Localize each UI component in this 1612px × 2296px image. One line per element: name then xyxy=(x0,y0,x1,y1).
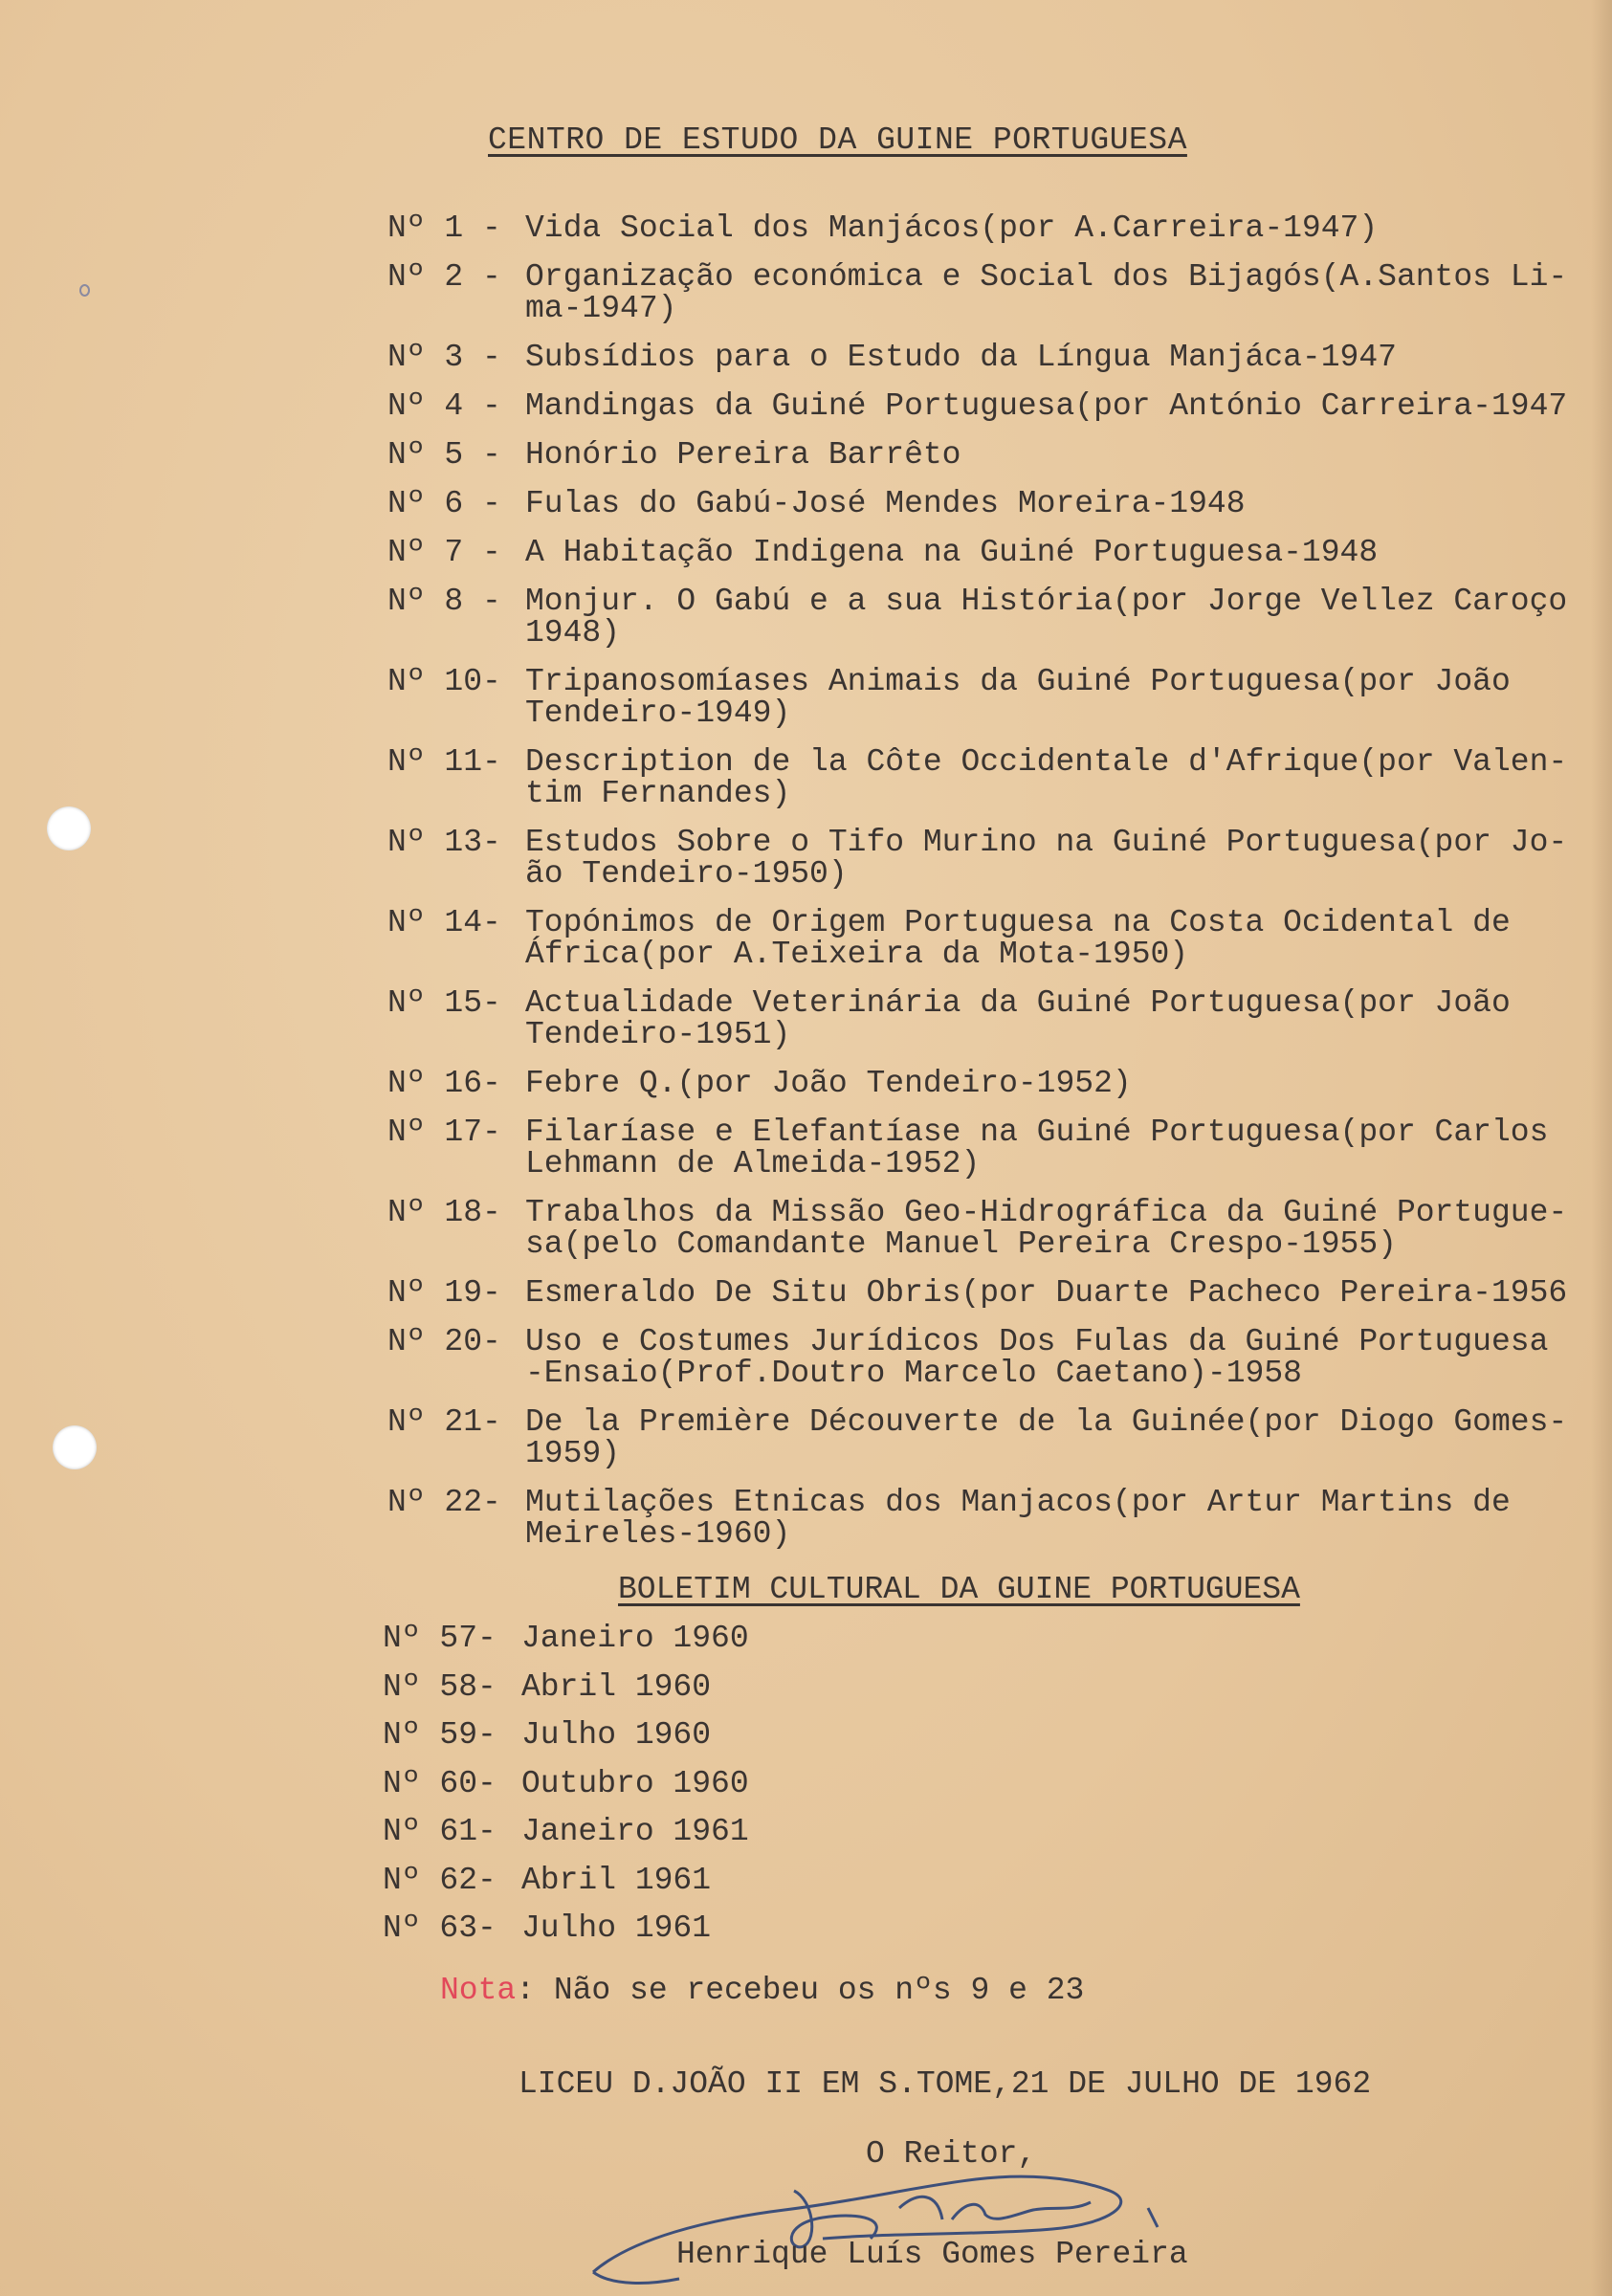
bulletin-issue xyxy=(383,1669,749,1718)
entry-title: Esmeraldo De Situ Obris(por Duarte Pacheco Pereira-1956 xyxy=(525,1275,1568,1311)
entry-title: Honório Pereira Barrêto xyxy=(525,437,961,473)
bulletin-issue xyxy=(383,1814,749,1863)
bulletin-issue-list xyxy=(383,1621,749,1959)
issue-number: Nº 60- xyxy=(383,1765,497,1801)
publication-entry xyxy=(387,1406,1602,1469)
document-title: CENTRO DE ESTUDO DA GUINE PORTUGUESA xyxy=(488,122,1187,158)
publication-entry xyxy=(387,261,1602,324)
entry-title: Subsídios para o Estudo da Língua Manjáca-1947 xyxy=(525,340,1397,375)
signer-name: Henrique Luís Gomes Pereira xyxy=(676,2237,1188,2272)
issue-date: Julho 1961 xyxy=(521,1910,712,1946)
entry-title: Febre Q.(por João Tendeiro-1952) xyxy=(525,1066,1132,1101)
entry-number: Nº 2 - xyxy=(387,259,501,295)
issue-date: Outubro 1960 xyxy=(521,1765,749,1801)
entry-number: Nº 11- xyxy=(387,744,501,780)
entry-number: Nº 1 - xyxy=(387,210,501,246)
issue-date: Janeiro 1960 xyxy=(521,1621,749,1656)
bulletin-issue xyxy=(383,1910,749,1959)
publication-entry xyxy=(387,537,1602,568)
publication-entry xyxy=(387,1487,1602,1550)
issue-number: Nº 58- xyxy=(383,1668,497,1705)
entry-number: Nº 19- xyxy=(387,1275,501,1311)
entry-number: Nº 14- xyxy=(387,905,501,940)
entry-number: Nº 13- xyxy=(387,825,501,860)
issue-date: Julho 1960 xyxy=(521,1717,712,1753)
publication-entry xyxy=(387,488,1602,519)
issue-number: Nº 63- xyxy=(383,1910,497,1946)
publication-entry xyxy=(387,746,1602,809)
place-and-date: LICEU D.JOÃO II EM S.TOME,21 DE JULHO DE 1962 xyxy=(519,2066,1372,2102)
bulletin-title: BOLETIM CULTURAL DA GUINE PORTUGUESA xyxy=(618,1572,1300,1607)
entry-title: Filaríase e Elefantíase na Guiné Portuguesa(por Carlos Lehmann de Almeida-1952) xyxy=(525,1115,1549,1181)
issue-number: Nº 62- xyxy=(383,1862,497,1898)
entry-number: Nº 8 - xyxy=(387,584,501,619)
entry-number: Nº 3 - xyxy=(387,340,501,375)
publication-list xyxy=(387,212,1602,1567)
entry-title: Tripanosomíases Animais da Guiné Portuguesa(por João Tendeiro-1949) xyxy=(525,664,1511,731)
publication-entry xyxy=(387,1197,1602,1260)
publication-entry xyxy=(387,827,1602,890)
entry-title: Estudos Sobre o Tifo Murino na Guiné Portuguesa(por Jo- ão Tendeiro-1950) xyxy=(525,825,1568,892)
entry-title: Mutilações Etnicas dos Manjacos(por Artur Martins de Meireles-1960) xyxy=(525,1485,1511,1552)
bulletin-issue xyxy=(383,1621,749,1669)
publication-entry xyxy=(387,585,1602,649)
entry-title: De la Première Découverte de la Guinée(por Diogo Gomes- 1959) xyxy=(525,1404,1568,1471)
publication-entry xyxy=(387,390,1602,422)
publication-entry xyxy=(387,212,1602,244)
entry-number: Nº 5 - xyxy=(387,437,501,473)
issue-number: Nº 61- xyxy=(383,1814,497,1849)
publication-entry xyxy=(387,439,1602,471)
entry-title: Vida Social dos Manjácos(por A.Carreira-1947) xyxy=(525,210,1379,246)
issue-date: Janeiro 1961 xyxy=(521,1814,749,1849)
entry-title: Description de la Côte Occidentale d'Afrique(por Valen- tim Fernandes) xyxy=(525,744,1568,811)
publication-entry xyxy=(387,666,1602,729)
issue-number: Nº 59- xyxy=(383,1717,497,1753)
entry-number: Nº 10- xyxy=(387,664,501,699)
publication-entry xyxy=(387,1277,1602,1309)
entry-number: Nº 21- xyxy=(387,1404,501,1440)
entry-title: Mandingas da Guiné Portuguesa(por António Carreira-1947 xyxy=(525,388,1568,424)
entry-title: Uso e Costumes Jurídicos Dos Fulas da Guiné Portuguesa -Ensaio(Prof.Doutro Marcelo Caetano)-1958 xyxy=(525,1324,1549,1391)
publication-entry xyxy=(387,1116,1602,1180)
entry-number: Nº 4 - xyxy=(387,388,501,424)
publication-entry xyxy=(387,1326,1602,1389)
note-label: Nota xyxy=(440,1973,517,2008)
publication-entry xyxy=(387,987,1602,1050)
entry-number: Nº 15- xyxy=(387,985,501,1021)
ink-mark xyxy=(79,284,90,297)
entry-title: Actualidade Veterinária da Guiné Portuguesa(por João Tendeiro-1951) xyxy=(525,985,1511,1052)
issue-date: Abril 1961 xyxy=(521,1862,712,1898)
publication-entry xyxy=(387,1068,1602,1099)
entry-title: A Habitação Indigena na Guiné Portuguesa-1948 xyxy=(525,535,1379,570)
entry-number: Nº 20- xyxy=(387,1324,501,1359)
entry-number: Nº 7 - xyxy=(387,535,501,570)
entry-title: Topónimos de Origem Portuguesa na Costa Ocidental de África(por A.Teixeira da Mota-1950) xyxy=(525,905,1511,972)
publication-entry xyxy=(387,342,1602,373)
note-text: : Não se recebeu os nºs 9 e 23 xyxy=(516,1973,1085,2008)
note xyxy=(440,1973,1084,2008)
entry-number: Nº 18- xyxy=(387,1195,501,1230)
bulletin-issue xyxy=(383,1863,749,1911)
entry-number: Nº 17- xyxy=(387,1115,501,1150)
issue-date: Abril 1960 xyxy=(521,1668,712,1705)
punch-hole-bottom xyxy=(53,1425,97,1469)
entry-number: Nº 16- xyxy=(387,1066,501,1101)
signature-title: O Reitor, xyxy=(866,2136,1037,2172)
publication-entry xyxy=(387,907,1602,970)
entry-title: Monjur. O Gabú e a sua História(por Jorge Vellez Caroço 1948) xyxy=(525,584,1568,651)
punch-hole-top xyxy=(47,806,91,850)
entry-title: Fulas do Gabú-José Mendes Moreira-1948 xyxy=(525,486,1246,521)
entry-number: Nº 22- xyxy=(387,1485,501,1520)
entry-title: Trabalhos da Missão Geo-Hidrográfica da Guiné Portugue- sa(pelo Comandante Manuel Pereira Crespo-1955) xyxy=(525,1195,1568,1262)
issue-number: Nº 57- xyxy=(383,1621,497,1656)
bulletin-issue xyxy=(383,1766,749,1815)
entry-title: Organização económica e Social dos Bijagós(A.Santos Li- ma-1947) xyxy=(525,259,1568,326)
entry-number: Nº 6 - xyxy=(387,486,501,521)
bulletin-issue xyxy=(383,1717,749,1766)
